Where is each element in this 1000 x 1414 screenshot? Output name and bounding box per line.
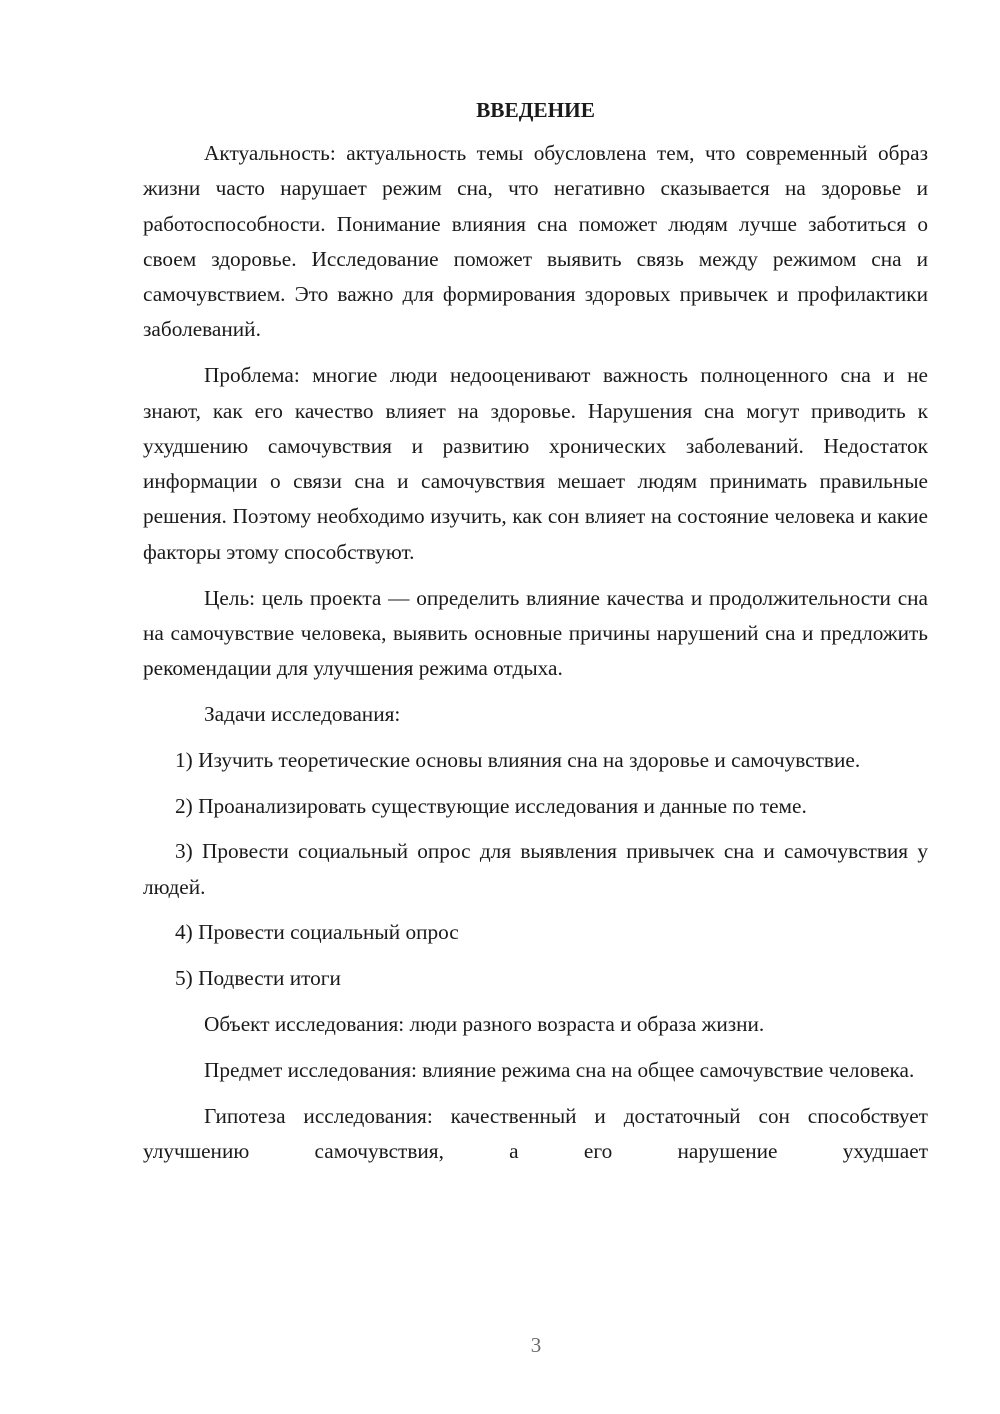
paragraph-goal: Цель: цель проекта — определить влияние качества и продолжительности сна на самочувствие человека, выявить основные причины нарушений сна и предложить рекомендации для улучшения режима отдыха. [143, 585, 928, 681]
paragraph-hypothesis: Гипотеза исследования: качественный и достаточный сон способствует улучшению самочувствия, а его нарушение ухудшает [143, 1103, 928, 1163]
paragraph-object: Объект исследования: люди разного возраста и образа жизни. [204, 1012, 765, 1037]
page-title: ВВЕДЕНИЕ [476, 98, 595, 122]
page-number: 3 [530, 1333, 542, 1357]
task-item-3: 3) Провести социальный опрос для выявления привычек сна и самочувствия у людей. [143, 839, 928, 899]
tasks-heading: Задачи исследования: [204, 701, 401, 726]
task-item-1: 1) Изучить теоретические основы влияния сна на здоровье и самочувствие. [175, 747, 861, 772]
task-item-5: 5) Подвести итоги [175, 966, 341, 991]
paragraph-subject: Предмет исследования: влияние режима сна на общее самочувствие человека. [204, 1057, 915, 1082]
paragraph-problem: Проблема: многие люди недооценивают важность полноценного сна и не знают, как его качество влияет на здоровье. Нарушения сна могут приводить к ухудшению самочувствия и развитию хронических заболеваний. Недостаток информации о связи сна и самочувствия мешает людям принимать правильные решения. Поэтому необходимо изучить, как сон влияет на состояние человека и какие факторы этому способствуют. [143, 363, 928, 564]
task-item-4: 4) Провести социальный опрос [175, 920, 459, 945]
paragraph-relevance: Актуальность: актуальность темы обусловлена тем, что современный образ жизни часто нарушает режим сна, что негативно сказывается на здоровье и работоспособности. Понимание влияния сна поможет людям лучше заботиться о своем здоровье. Исследование поможет выявить связь между режимом сна и самочувствием. Это важно для формирования здоровых привычек и профилактики заболеваний. [143, 141, 928, 342]
task-item-2: 2) Проанализировать существующие исследования и данные по теме. [175, 793, 807, 818]
page-content [143, 93, 928, 1180]
